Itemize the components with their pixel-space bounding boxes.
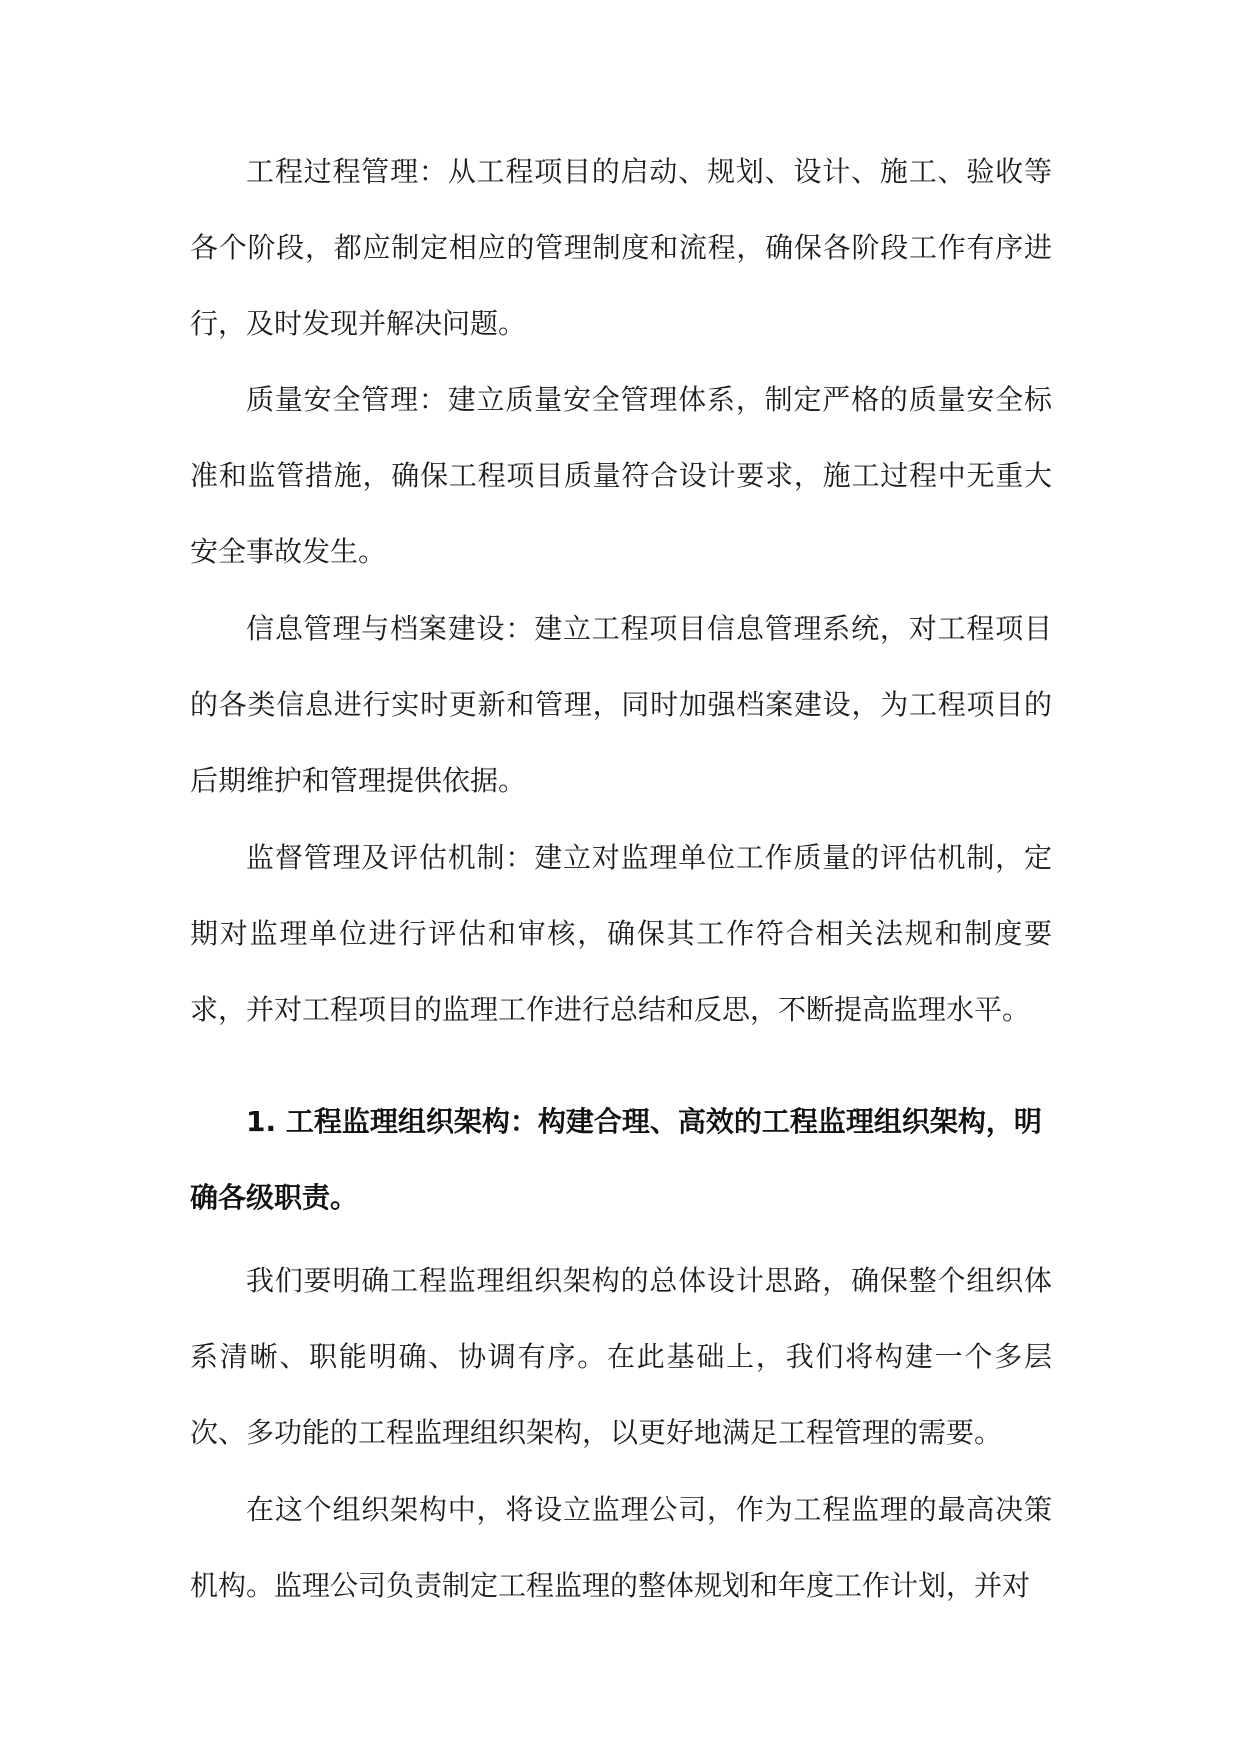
paragraph-quality-safety: 质量安全管理：建立质量安全管理体系，制定严格的质量安全标准和监管措施，确保工程项目质量符合设计要求，施工过程中无重大安全事故发生。 — [190, 383, 1052, 568]
section-heading: 1. 工程监理组织架构：构建合理、高效的工程监理组织架构，明确各级职责。 — [190, 1105, 1042, 1214]
paragraph-company-role: 在这个组织架构中，将设立监理公司，作为工程监理的最高决策机构。监理公司负责制定工程监理的整体规划和年度工作计划，并对 — [190, 1493, 1052, 1602]
paragraph-info-archive: 信息管理与档案建设：建立工程项目信息管理系统，对工程项目的各类信息进行实时更新和管理，同时加强档案建设，为工程项目的后期维护和管理提供依据。 — [190, 612, 1052, 797]
paragraph-design-idea: 我们要明确工程监理组织架构的总体设计思路，确保整个组织体系清晰、职能明确、协调有序。在此基础上，我们将构建一个多层次、多功能的工程监理组织架构，以更好地满足工程管理的需要。 — [190, 1264, 1052, 1449]
paragraph-process-management: 工程过程管理：从工程项目的启动、规划、设计、施工、验收等各个阶段，都应制定相应的管理制度和流程，确保各阶段工作有序进行，及时发现并解决问题。 — [190, 155, 1052, 340]
paragraph-supervision-evaluation: 监督管理及评估机制：建立对监理单位工作质量的评估机制，定期对监理单位进行评估和审核，确保其工作符合相关法规和制度要求，并对工程项目的监理工作进行总结和反思，不断提高监理水平。 — [190, 841, 1052, 1026]
